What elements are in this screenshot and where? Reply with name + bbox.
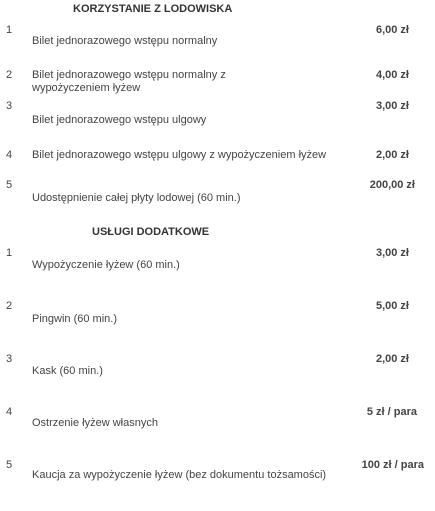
row-price: 3,00 zł xyxy=(375,100,409,112)
section-title-extra-services: USŁUGI DODATKOWE xyxy=(92,226,210,238)
row-description: Ostrzenie łyżew własnych xyxy=(32,417,158,429)
row-price: 4,00 zł xyxy=(375,69,409,81)
row-description: Pingwin (60 min.) xyxy=(32,313,117,325)
row-description: Wypożyczenie łyżew (60 min.) xyxy=(32,259,180,271)
row-price: 2,00 zł xyxy=(375,353,409,365)
row-number: 5 xyxy=(6,459,13,471)
row-price: 6,00 zł xyxy=(375,24,409,36)
row-price: 200,00 zł xyxy=(369,179,415,191)
row-description: Bilet jednorazowego wstępu normalny xyxy=(32,35,218,47)
row-number: 5 xyxy=(6,179,13,191)
row-price: 2,00 zł xyxy=(375,149,409,161)
row-number: 1 xyxy=(6,24,13,36)
row-number: 3 xyxy=(6,100,13,112)
row-description: Kaucja za wypożyczenie łyżew (bez dokumentu tożsamości) xyxy=(32,469,327,481)
row-number: 2 xyxy=(6,69,13,81)
row-number: 4 xyxy=(6,406,13,418)
row-description: Kask (60 min.) xyxy=(32,365,103,377)
row-description: Bilet jednorazowego wstępu ulgowy xyxy=(32,114,207,126)
row-number: 4 xyxy=(6,149,13,161)
row-description: Bilet jednorazowego wstępu normalny z wypożyczeniem łyżew xyxy=(32,69,226,94)
row-number: 2 xyxy=(6,300,13,312)
row-number: 1 xyxy=(6,247,13,259)
row-price: 5 zł / para xyxy=(366,406,417,418)
row-price: 5,00 zł xyxy=(375,300,409,312)
row-number: 3 xyxy=(6,353,13,365)
row-price: 100 zł / para xyxy=(361,459,424,471)
section-title-rink: KORZYSTANIE Z LODOWISKA xyxy=(73,3,233,15)
row-description: Udostępnienie całej płyty lodowej (60 min.) xyxy=(32,192,241,204)
row-description: Bilet jednorazowego wstępu ulgowy z wypożyczeniem łyżew xyxy=(32,149,327,161)
row-price: 3,00 zł xyxy=(375,247,409,259)
